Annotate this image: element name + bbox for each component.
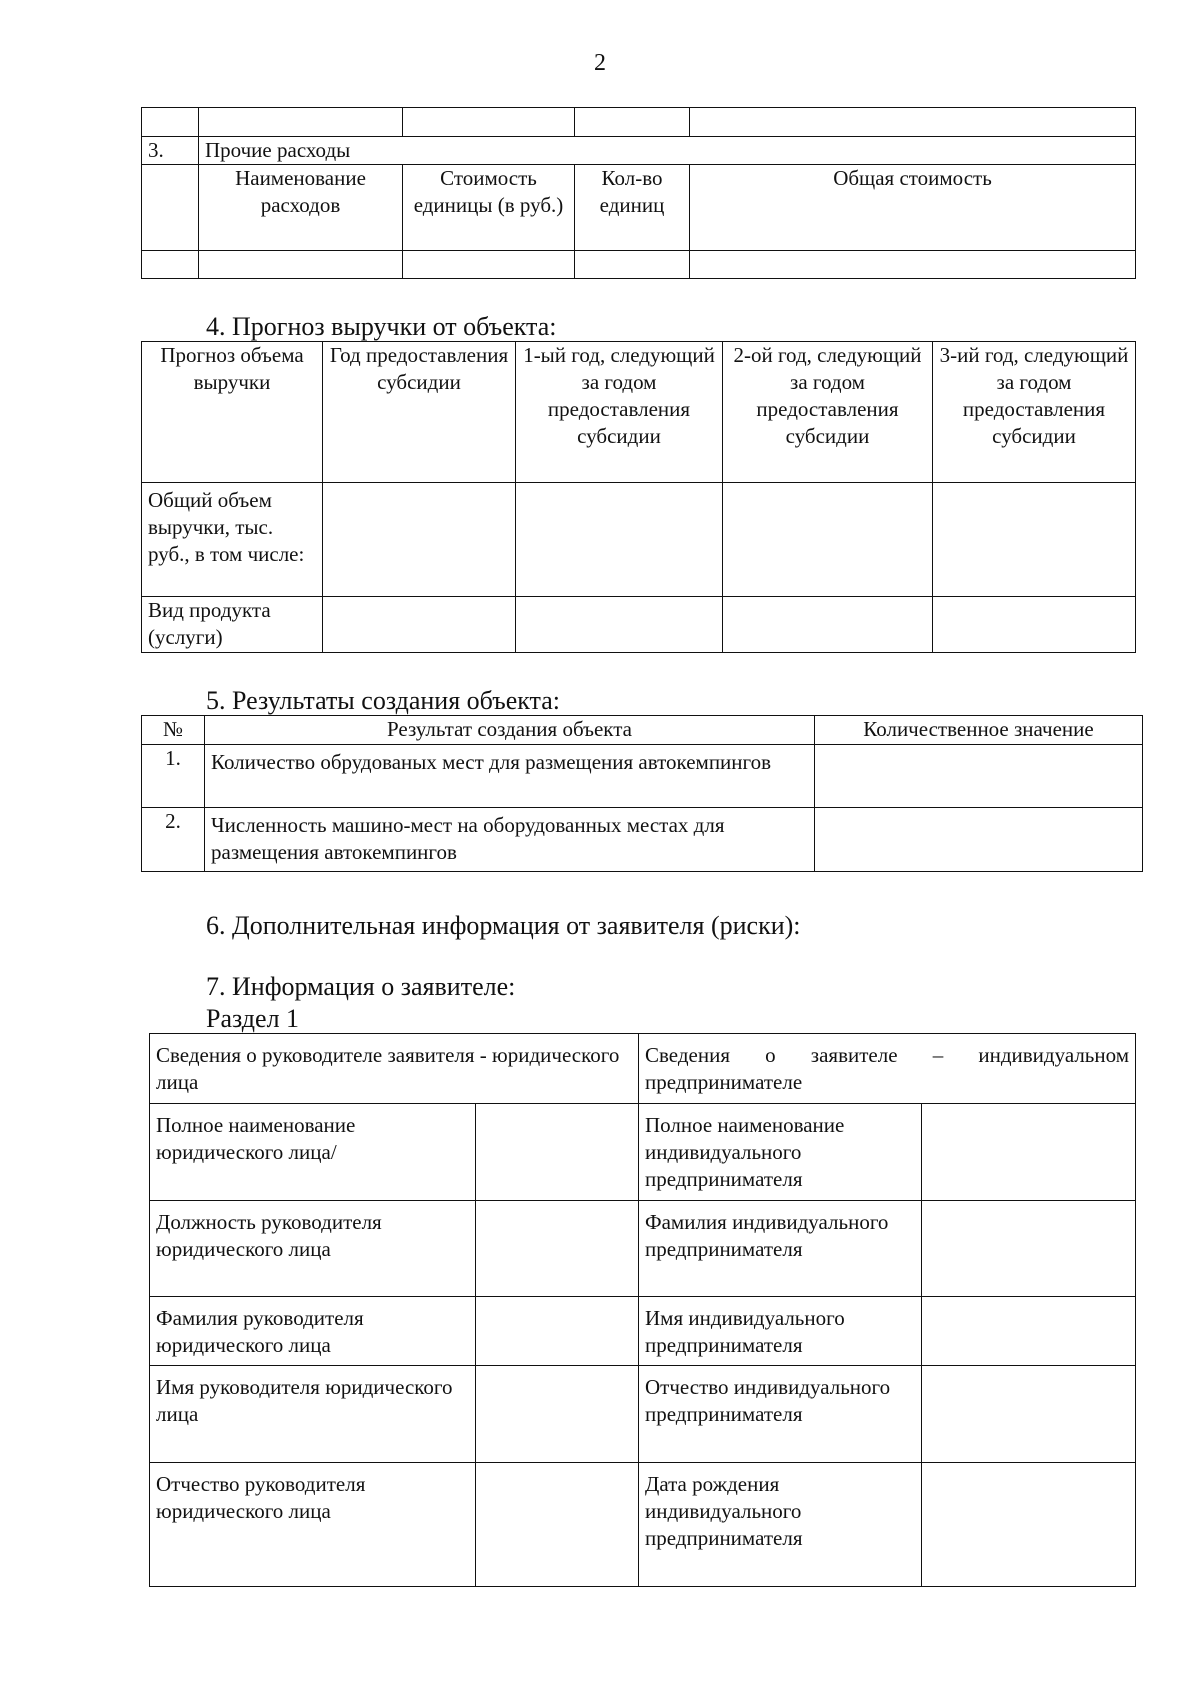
- table-header-row: [142, 342, 1136, 483]
- table-cell: [516, 483, 723, 597]
- left-row-label: Фамилия руководителя юридического лица: [150, 1297, 476, 1366]
- section-title: Прочие расходы: [199, 137, 1136, 165]
- table-row: [142, 808, 1143, 872]
- table-cell: [922, 1297, 1136, 1366]
- section-heading: 7. Информация о заявителе:: [206, 972, 516, 1001]
- table-cell: [142, 165, 199, 251]
- table-cell: [575, 251, 690, 279]
- table-cell: [323, 597, 516, 653]
- table-cell: [476, 1201, 639, 1297]
- table-row: [150, 1201, 1136, 1297]
- section-number: 3.: [142, 137, 199, 165]
- column-header: 3-ий год, следующий за годом предоставления субсидии: [933, 342, 1136, 483]
- section-heading: 5. Результаты создания объекта:: [206, 686, 560, 715]
- applicant-info-table: [149, 1033, 1136, 1587]
- column-header: Кол-во единиц: [575, 165, 690, 251]
- table-cell: [690, 251, 1136, 279]
- table-cell: [403, 108, 575, 137]
- table-cell: [403, 251, 575, 279]
- column-header: Наименование расходов: [199, 165, 403, 251]
- column-header: Стоимость единицы (в руб.): [403, 165, 575, 251]
- results-table: [141, 715, 1143, 872]
- right-row-label: Отчество индивидуального предпринимателя: [639, 1366, 922, 1463]
- table-row: [150, 1297, 1136, 1366]
- column-header: №: [142, 716, 205, 745]
- table-row: [150, 1463, 1136, 1587]
- table-header-row: [142, 716, 1143, 745]
- table-cell: [476, 1297, 639, 1366]
- section-heading: 4. Прогноз выручки от объекта:: [206, 312, 557, 341]
- right-row-label: Дата рождения индивидуального предпринимателя: [639, 1463, 922, 1587]
- column-header: Общая стоимость: [690, 165, 1136, 251]
- row-number: 2.: [142, 808, 205, 872]
- table-cell: [476, 1104, 639, 1201]
- section-subtitle: Раздел 1: [206, 1004, 300, 1033]
- table-row: [142, 251, 1136, 279]
- right-row-label: Фамилия индивидуального предпринимателя: [639, 1201, 922, 1297]
- section-heading: 6. Дополнительная информация от заявителя (риски):: [206, 911, 801, 940]
- table-row: [142, 745, 1143, 808]
- column-header: Результат создания объекта: [205, 716, 815, 745]
- table-cell: [199, 108, 403, 137]
- table-header-row: [150, 1034, 1136, 1104]
- table-header-row: [142, 165, 1136, 251]
- left-row-label: Должность руководителя юридического лица: [150, 1201, 476, 1297]
- table-cell: [922, 1104, 1136, 1201]
- row-label: Численность машино-мест на оборудованных местах для размещения автокемпингов: [205, 808, 815, 872]
- table-cell: [922, 1463, 1136, 1587]
- table-cell: [723, 597, 933, 653]
- table-row: [142, 483, 1136, 597]
- other-expenses-table: [141, 107, 1136, 279]
- table-cell: [815, 745, 1143, 808]
- column-header: Прогноз объема выручки: [142, 342, 323, 483]
- table-cell: [690, 108, 1136, 137]
- table-row: [142, 597, 1136, 653]
- table-cell: [723, 483, 933, 597]
- table-cell: [142, 251, 199, 279]
- table-row: [142, 108, 1136, 137]
- row-label: Количество обрудованых мест для размещения автокемпингов: [205, 745, 815, 808]
- revenue-forecast-table: [141, 341, 1136, 653]
- table-cell: [199, 251, 403, 279]
- table-row: [150, 1366, 1136, 1463]
- column-header: Год предоставления субсидии: [323, 342, 516, 483]
- right-row-label: Полное наименование индивидуального предпринимателя: [639, 1104, 922, 1201]
- left-row-label: Отчество руководителя юридического лица: [150, 1463, 476, 1587]
- table-cell: [933, 597, 1136, 653]
- column-header: Количественное значение: [815, 716, 1143, 745]
- page-number: 2: [594, 50, 606, 76]
- left-row-label: Полное наименование юридического лица/: [150, 1104, 476, 1201]
- right-row-label: Имя индивидуального предпринимателя: [639, 1297, 922, 1366]
- left-header: Сведения о руководителе заявителя - юридического лица: [150, 1034, 639, 1104]
- table-cell: [476, 1463, 639, 1587]
- table-cell: [933, 483, 1136, 597]
- column-header: 2-ой год, следующий за годом предоставления субсидии: [723, 342, 933, 483]
- table-cell: [142, 108, 199, 137]
- row-number: 1.: [142, 745, 205, 808]
- row-label: Общий объем выручки, тыс. руб., в том числе:: [142, 483, 323, 597]
- table-cell: [922, 1201, 1136, 1297]
- table-cell: [922, 1366, 1136, 1463]
- table-row: [150, 1104, 1136, 1201]
- table-cell: [815, 808, 1143, 872]
- table-cell: [575, 108, 690, 137]
- right-header: Сведения о заявителе – индивидуальном предпринимателе: [639, 1034, 1136, 1104]
- left-row-label: Имя руководителя юридического лица: [150, 1366, 476, 1463]
- table-row: [142, 137, 1136, 165]
- table-cell: [476, 1366, 639, 1463]
- table-cell: [516, 597, 723, 653]
- column-header: 1-ый год, следующий за годом предоставления субсидии: [516, 342, 723, 483]
- row-label: Вид продукта (услуги): [142, 597, 323, 653]
- table-cell: [323, 483, 516, 597]
